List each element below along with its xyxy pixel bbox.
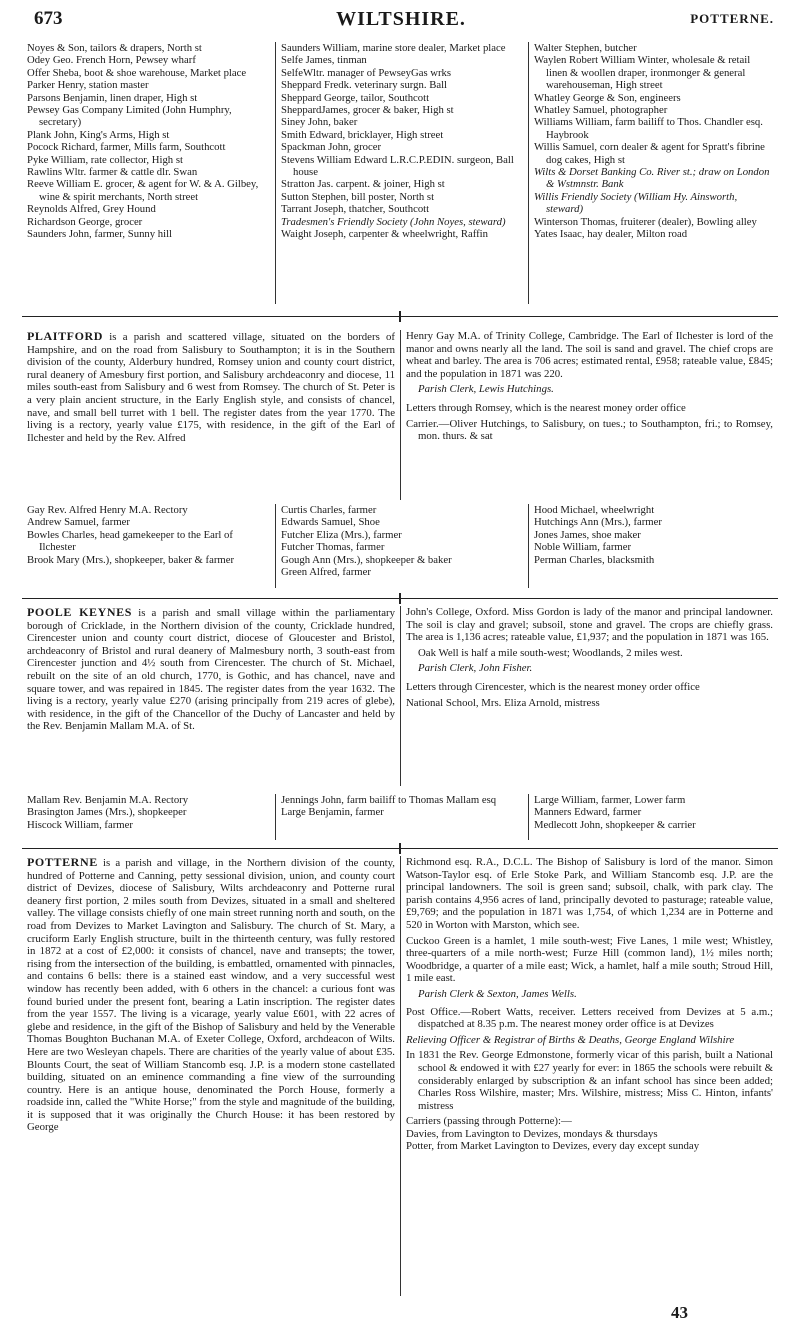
description-text: Richmond esq. R.A., D.C.L. The Bishop of Salisbury is lord of the manor. Simon Watson-Taylor esq. of Erle Stoke Park, and William Stancomb esq. J.P. are the principal landowners. The soil is green sand; subsoil, chalk, with park clay. The parish contains 4,956 acres of land, principally devoted to pasturage; rateable value, £9,769; and the population in 1871 was 1,754, of which 1,234 are in Potterne and 520 in Worton with Marston, which see. [406, 856, 773, 931]
list-item: Noble William, farmer [534, 541, 632, 554]
list-item: Whatley Samuel, photographer [534, 104, 668, 117]
poole-col-2 [275, 794, 528, 840]
list-item: Pocock Richard, farmer, Mills farm, Southcott [27, 141, 226, 154]
list-item: Perman Charles, blacksmith [534, 553, 655, 566]
list-item: Curtis Charles, farmer [281, 504, 377, 516]
list-item: Manners Edward, farmer [534, 806, 642, 819]
list-item: Jones James, shoe maker [534, 528, 641, 541]
list-item: Willis Friendly Society (William Hy. Ainsworth, steward) [534, 190, 738, 216]
parish-clerk: Parish Clerk, John Fisher. [418, 662, 533, 675]
list-item: Smith Edward, bricklayer, High street [281, 128, 444, 141]
pewsey-col-1 [22, 42, 275, 304]
poole-desc-right [400, 606, 778, 786]
school-info: In 1831 the Rev. George Edmonstone, formerly vicar of this parish, built a National school & endowed it with £27 yearly for ever: in 1865 the schools were rebuilt & considerably enlarged by subscription & an infant school has since been added; Charles Ross Wilshire, master; Mrs. Wilshire, mistress; Miss C. Hinton, infants' mistress [406, 1049, 773, 1112]
list-item: Saunders John, farmer, Sunny hill [27, 228, 173, 241]
pewsey-col-2 [275, 42, 528, 304]
list-item: Reeve William E. grocer, & agent for W. & A. Gilbey, wine & spirit merchants, North street [27, 178, 259, 203]
hamlets-info: Oak Well is half a mile south-west; Woodlands, 2 miles west. [418, 646, 683, 659]
place-heading: POTTERNE [27, 855, 98, 869]
description-text: is a parish and small village within the parliamentary borough of Cricklade, in the Northern division of the county, Cricklade hundred, Cirencester union and county court district, diocese of Gloucester and Bristol, archdeaconry of Bristol and rural deanery of Malmesbury north, 3 south-east from Cirencester junction and 4½ south from Cirencester. The church of St. Michael, rebuilt on the site of an old church, 1770, is Gothic, and has chancel, nave and square tower, and was repaired in 1845. The register dates from the year 1632. The living is a rectory, yearly value £270 (arising principally from 219 acres of glebe), with residence, in the gift of the Chancellor of the Duchy of Lancaster and held by the Rev. Benjamin Mallam M.A. of St. [27, 607, 395, 733]
plaitford-desc-right [400, 330, 778, 500]
list-item: Brook Mary (Mrs.), shopkeeper, baker & farmer [27, 553, 235, 566]
list-item: Siney John, baker [281, 116, 358, 129]
letters-info: Letters through Cirencester, which is the nearest money order office [406, 680, 700, 693]
school-info: National School, Mrs. Eliza Arnold, mistress [406, 696, 600, 709]
parish-clerk: Parish Clerk, Lewis Hutchings. [418, 383, 554, 396]
carrier-info: Carrier.—Oliver Hutchings, to Salisbury, on tues.; to Southampton, fri.; to Romsey, mon. thurs. & sat [406, 417, 773, 443]
poole-col-1 [22, 794, 275, 840]
section-divider [22, 848, 778, 849]
county-title: WILTSHIRE. [336, 8, 466, 30]
place-heading: PLAITFORD [27, 329, 104, 343]
list-item: SelfeWltr. manager of PewseyGas wrks [281, 66, 452, 79]
plaitford-description [22, 330, 778, 500]
list-item: Wilts & Dorset Banking Co. River st.; draw on London & Wstmnstr. Bank [534, 166, 770, 191]
potterne-description [22, 856, 778, 1296]
relieving-officer-info: Relieving Officer & Registrar of Births & Deaths, George England Wilshire [406, 1033, 735, 1046]
list-item: Sheppard George, tailor, Southcott [281, 91, 430, 104]
list-item: Large William, farmer, Lower farm [534, 794, 686, 806]
list-item: Futcher Eliza (Mrs.), farmer [281, 528, 402, 541]
list-item: Winterson Thomas, fruiterer (dealer), Bowling alley [534, 215, 757, 228]
list-item: Pyke William, rate collector, High st [27, 153, 183, 166]
pewsey-col-3 [528, 42, 778, 304]
list-item: Hutchings Ann (Mrs.), farmer [534, 516, 662, 529]
running-head-place: POTTERNE. [690, 11, 774, 26]
list-item: Rawlins Wltr. farmer & cattle dlr. Swan [27, 166, 198, 179]
list-item: Williams William, farm bailiff to Thos. Chandler esq. Haybrook [534, 116, 763, 141]
list-item: Medlecott John, shopkeeper & carrier [534, 818, 696, 831]
list-item: Large Benjamin, farmer [281, 806, 384, 819]
poole-keynes-description [22, 606, 778, 786]
list-item: Hiscock William, farmer [27, 818, 133, 831]
list-item: Sheppard Fredk. veterinary surgn. Ball [281, 79, 448, 92]
potterne-desc-left [22, 856, 400, 1296]
list-item: Saunders William, marine store dealer, Market place [281, 42, 506, 54]
list-item: Parker Henry, station master [27, 79, 149, 92]
carrier-info: Davies, from Lavington to Devizes, mondays & thursdays [406, 1127, 658, 1140]
list-item: Walter Stephen, butcher [534, 42, 637, 54]
list-item: Whatley George & Son, engineers [534, 91, 681, 104]
carrier-info: Potter, from Market Lavington to Devizes, every day except sunday [406, 1140, 700, 1153]
page-number: 673 [34, 8, 63, 29]
list-item: Plank John, King's Arms, High st [27, 128, 170, 141]
list-item: Brasington James (Mrs.), shopkeeper [27, 806, 187, 819]
list-item: Futcher Thomas, farmer [281, 541, 385, 554]
list-item: Parsons Benjamin, linen draper, High st [27, 91, 198, 104]
place-heading: POOLE KEYNES [27, 605, 133, 619]
list-item: Tarrant Joseph, thatcher, Southcott [281, 203, 430, 216]
section-divider [22, 598, 778, 599]
plaitford-desc-left [22, 330, 400, 500]
list-item: Waight Joseph, carpenter & wheelwright, Raffin [281, 228, 488, 241]
poole-directory-list [22, 794, 778, 840]
plaitford-col-2 [275, 504, 528, 588]
section-divider [22, 316, 778, 317]
page-signature: 43 [671, 1303, 688, 1322]
poole-col-3 [528, 794, 778, 840]
carriers-heading: Carriers (passing through Potterne):— [406, 1115, 572, 1128]
hamlets-info: Cuckoo Green is a hamlet, 1 mile south-west; Five Lanes, 1 mile west; Whistley, three-quarters of a mile north-west; Furze Hill (common land), 1½ miles north; Woodbridge, a quarter of a mile east; Wick, a hamlet, half a mile south; Stroud Hill, 1 mile east. [406, 934, 773, 985]
list-item: Odey Geo. French Horn, Pewsey wharf [27, 54, 196, 67]
list-item: Edwards Samuel, Shoe [281, 516, 380, 529]
description-text: is a parish and village, in the Northern division of the county, hundred of Potterne and Canning, petty sessional division, union, and county court district of Devizes, diocese of Salisbury, Wilts archdeaconry and Potterne rural deanery first portion, 2 miles south from Devizes, situated in a small and sheltered valley. The village consists chiefly of one main street running north and south, on the road from Devizes to Market Lavington and Salisbury. The church of St. Mary, a cruciform Early English structure, built in the thirteenth century, was fully restored in 1872 at a cost of £2,000: it consists of chancel, nave and transepts; the tower, rising from the intersection of the building, is embattled, ornamented with pinnacles, and contains 6 bells: there is a stained east window, and a very successful west window has recently been added, with 6 others in the chancel: a curious font was found buried under the present font, bearing a Latin inscription. The register dates from the year 1557. The living is a vicarage, yearly value £601, with 22 acres of glebe and residence, in the gift of the Bishop of Salisbury and held by the Venerable Thomas Boughton Buchanan M.A. of Exeter College, Oxford, archdeacon of Wilts. Here are two Wesleyan chapels. There are charities of the yearly value of about £35. Blounts Court, the seat of William Stancomb esq. J.P. is a modern stone castellated building, situated on an eminence commanding a fine view of the surrounding country. Here is an antique house, denominated the Porch House, formerly a roadside inn, called the "White Horse;" from the style and magnitude of the building, it is supposed that it was originally the Church House: it has been restored by George [27, 857, 395, 1134]
list-item: Gough Ann (Mrs.), shopkeeper & baker [281, 553, 452, 566]
list-item: Offer Sheba, boot & shoe warehouse, Market place [27, 66, 247, 79]
list-item: Richardson George, grocer [27, 215, 143, 228]
letters-info: Letters through Romsey, which is the nearest money order office [406, 401, 686, 414]
description-text: is a parish and scattered village, situated on the borders of Hampshire, and on the road from Salisbury to Southampton; it is in the Southern division of the county, Alderbury hundred, Romsey union and county court district, rural deanery of Amesbury first portion, and Salisbury archdeaconry and diocese, 11 miles south-east from Salisbury and 6 west from Romsey. The church of St. Peter is a very plain ancient structure, in the Early English style, and consists of chancel, nave, and small bell turret with 1 bell. The register dates from the year 1770. The living is a rectory, yearly value £175, with residence, in the gift of the Earl of Ilchester and held by the Rev. Alfred [27, 331, 395, 444]
list-item: Willis Samuel, corn dealer & agent for Spratt's fibrine dog cakes, High st [534, 141, 765, 166]
list-item: Pewsey Gas Company Limited (John Humphry, secretary) [27, 104, 232, 129]
plaitford-directory-list [22, 504, 778, 588]
list-item: SheppardJames, grocer & baker, High st [281, 104, 454, 117]
pewsey-directory-list [22, 42, 778, 304]
list-item: Mallam Rev. Benjamin M.A. Rectory [27, 794, 189, 806]
description-text: Henry Gay M.A. of Trinity College, Cambridge. The Earl of Ilchester is lord of the manor and owns nearly all the land. The soil is sand and gravel. The chief crops are wheat and barley. The area is 706 acres; estimated rental, £958; rateable value, £845; and the population in 1871 was 220. [406, 330, 773, 380]
list-item: Hood Michael, wheelwright [534, 504, 655, 516]
list-item: Bowles Charles, head gamekeeper to the Earl of Ilchester [27, 528, 233, 554]
list-item: Green Alfred, farmer [281, 566, 371, 579]
post-office-info: Post Office.—Robert Watts, receiver. Letters received from Devizes at 5 a.m.; dispatched at 8.35 p.m. The nearest money order office is at Devizes [406, 1005, 773, 1031]
list-item: Selfe James, tinman [281, 54, 367, 67]
plaitford-col-3 [528, 504, 778, 588]
divider-mark [399, 593, 401, 604]
list-item: Jennings John, farm bailiff to Thomas Mallam esq [281, 794, 497, 806]
list-item: Spackman John, grocer [281, 141, 382, 154]
list-item: Tradesmen's Friendly Society (John Noyes, steward) [281, 215, 506, 228]
list-item: Noyes & Son, tailors & drapers, North st [27, 42, 202, 54]
parish-clerk: Parish Clerk & Sexton, James Wells. [418, 987, 577, 1000]
potterne-desc-right [400, 856, 778, 1296]
list-item: Waylen Robert William Winter, wholesale & retail linen & woollen draper, ironmonger & general warehouseman, High street [534, 54, 751, 92]
list-item: Stratton Jas. carpent. & joiner, High st [281, 178, 445, 191]
page-header [22, 8, 780, 32]
divider-mark [399, 311, 401, 322]
list-item: Gay Rev. Alfred Henry M.A. Rectory [27, 504, 188, 516]
list-item: Sutton Stephen, bill poster, North st [281, 190, 435, 203]
list-item: Stevens William Edward L.R.C.P.EDIN. surgeon, Ball house [281, 153, 514, 179]
list-item: Yates Isaac, hay dealer, Milton road [534, 228, 688, 241]
list-item: Reynolds Alfred, Grey Hound [27, 203, 156, 216]
divider-mark [399, 843, 401, 854]
list-item: Andrew Samuel, farmer [27, 516, 130, 529]
poole-desc-left [22, 606, 400, 786]
description-text: John's College, Oxford. Miss Gordon is lady of the manor and principal landowner. The soil is clay and gravel; subsoil, stone and gravel. The crops are chiefly grass. The area is 1,136 acres; rateable value, £1,937; and the population in 1871 was 165. [406, 606, 773, 644]
plaitford-col-1 [22, 504, 275, 588]
